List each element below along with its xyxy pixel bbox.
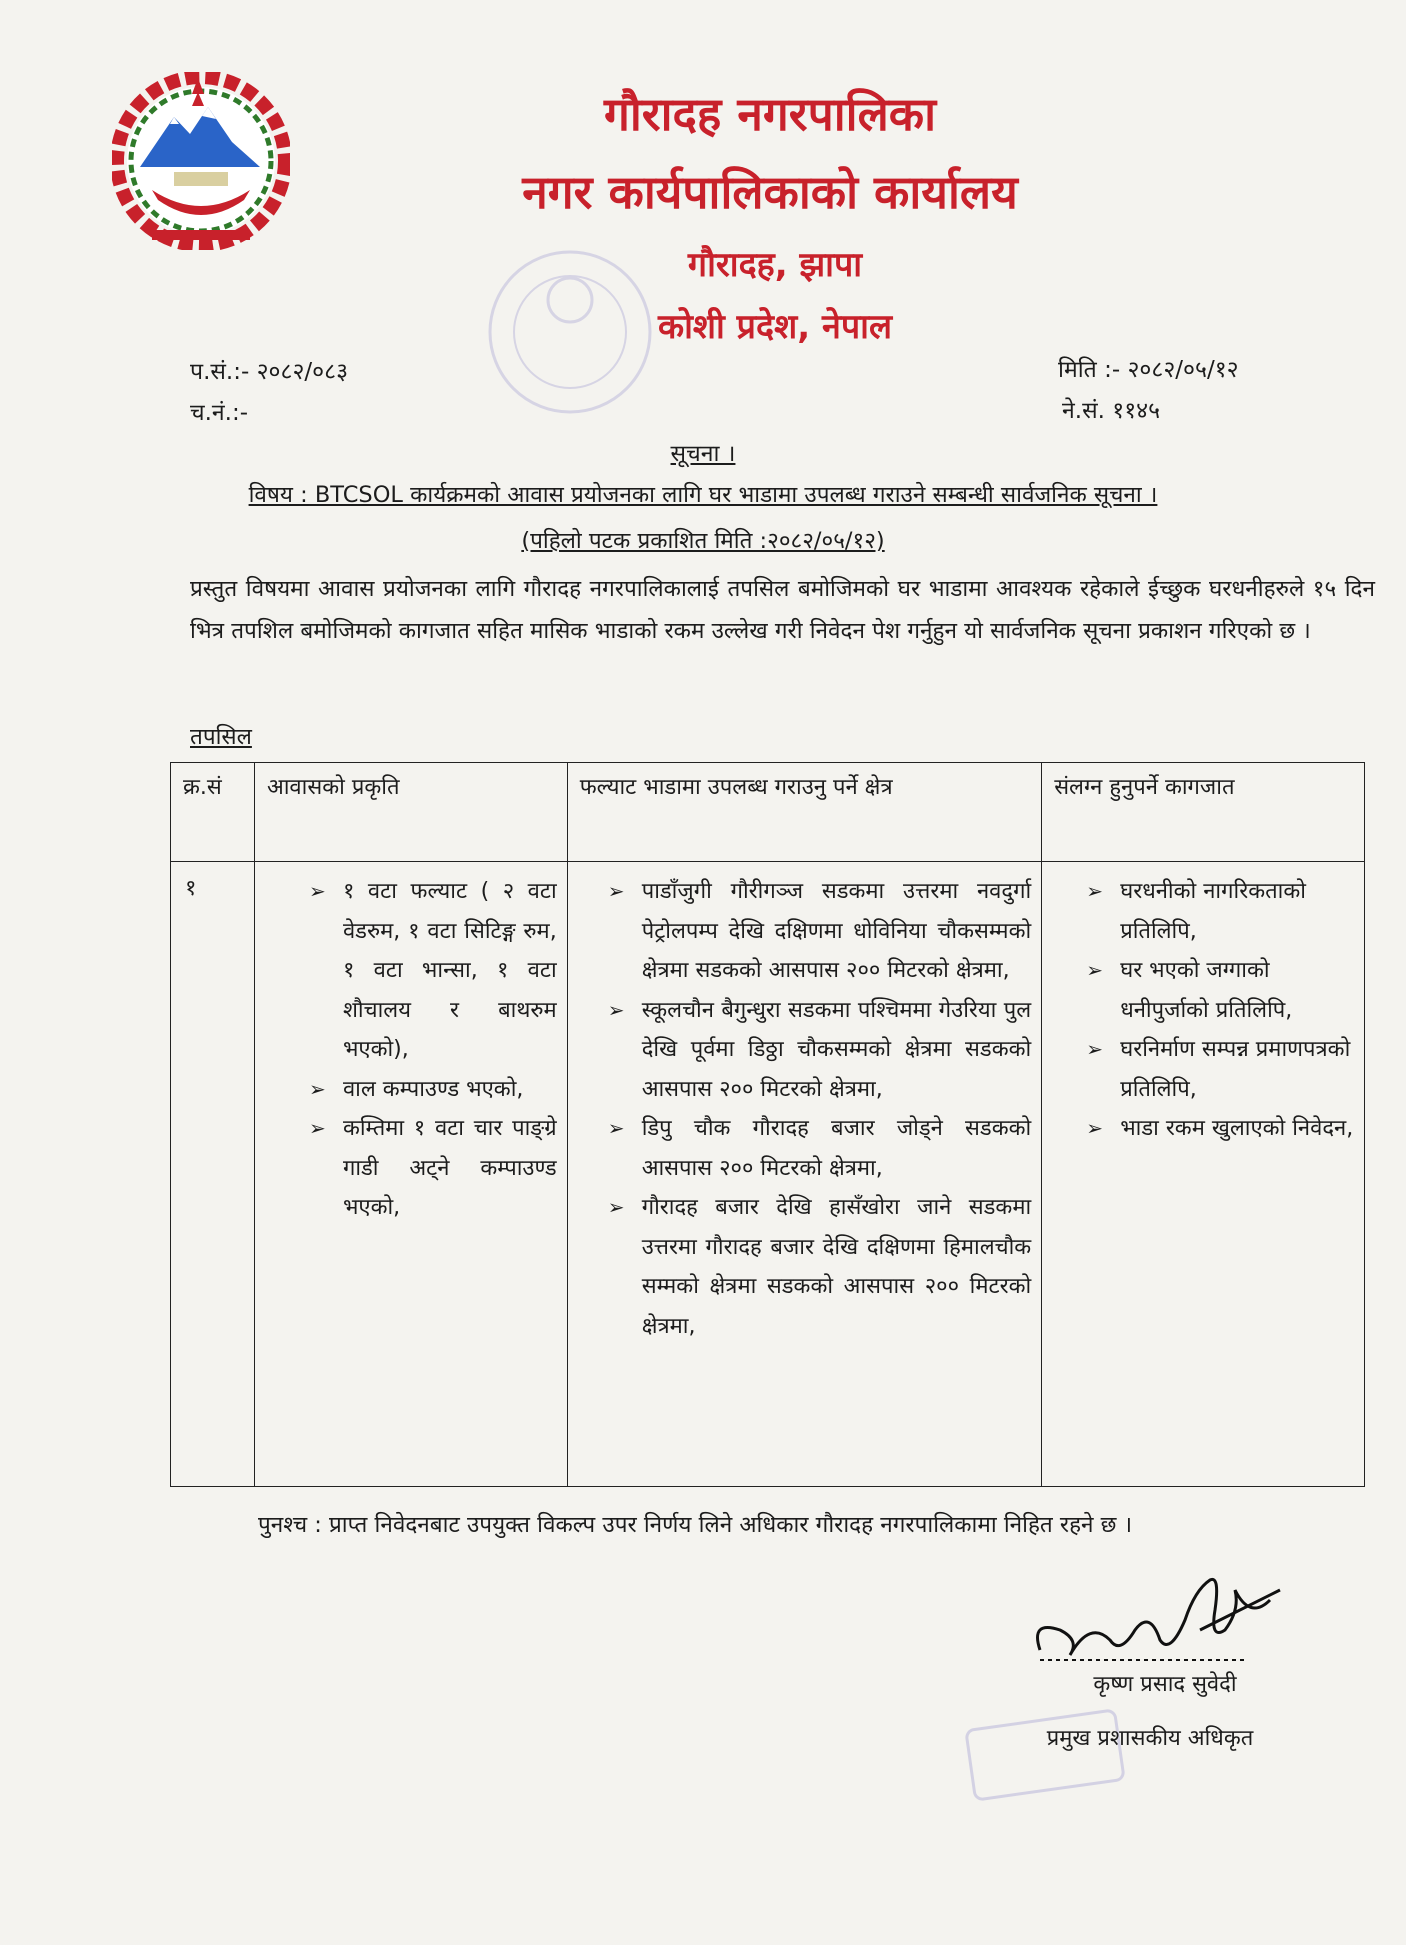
bullet-arrow-icon: ➢ [607, 1195, 625, 1219]
nepal-government-emblem [112, 72, 290, 250]
nepal-sambat: ने.सं. ११४५ [1062, 398, 1161, 424]
list-item: ➢ १ वटा फल्याट ( २ वटा वेडरुम, १ वटा सिटिङ्ग रुम, १ वटा भान्सा, १ वटा शौचालय र बाथरुम भएको), [305, 872, 557, 1070]
header-documents: संलग्न हुनुपर्ने कागजात [1042, 763, 1365, 862]
list-item: ➢ पाडाँजुगी गौरीगञ्ज सडकमा उत्तरमा नवदुर्गा पेट्रोलपम्प देखि दक्षिणमा धोविनिया चौकसम्मको क्षेत्रमा सडकको आसपास २०० मिटरको क्षेत्रमा, [604, 872, 1031, 991]
bullet-arrow-icon: ➢ [607, 1116, 625, 1140]
signature [1020, 1560, 1300, 1680]
header-area: फल्याट भाडामा उपलब्ध गराउनु पर्ने क्षेत्र [567, 763, 1041, 862]
list-item: ➢ स्कूलचौन बैगुन्धुरा सडकमा पश्चिममा गेउरिया पुल देखि पूर्वमा डिठ्ठा चौकसम्मको क्षेत्रमा सडकको आसपास २०० मिटरको क्षेत्रमा, [604, 991, 1031, 1110]
bullet-arrow-icon: ➢ [308, 1076, 326, 1101]
list-item: ➢ वाल कम्पाउण्ड भएको, [305, 1070, 557, 1110]
header-sn: क्र.सं [171, 763, 255, 862]
bullet-arrow-icon: ➢ [308, 1116, 326, 1140]
signatory-designation: प्रमुख प्रशासकीय अधिकृत [1046, 1726, 1254, 1751]
list-item: ➢ गौरादह बजार देखि हासँखोरा जाने सडकमा उत्तरमा गौरादह बजार देखि दक्षिणमा हिमालचौक सम्मको क्षेत्रमा सडकको आसपास २०० मिटरको क्षेत्रमा, [604, 1188, 1031, 1346]
address-line-1: गौरादह, झापा [687, 245, 863, 285]
footnote: पुनश्च : प्राप्त निवेदनबाट उपयुक्त विकल्प उपर निर्णय लिने अधिकार गौरादह नगरपालिकामा निहित रहने छ । [258, 1512, 1133, 1538]
office-name: नगर कार्यपालिकाको कार्यालय [522, 165, 1018, 219]
header-nature: आवासको प्रकृति [254, 763, 567, 862]
list-item: ➢ घरधनीको नागरिकताको प्रतिलिपि, [1082, 872, 1354, 951]
bullet-arrow-icon: ➢ [1086, 958, 1103, 982]
notice-date: मिति :- २०८२/०५/१२ [1058, 357, 1239, 383]
signatory-name: कृष्ण प्रसाद सुवेदी [1093, 1672, 1237, 1697]
table-header-row [171, 763, 1365, 862]
bullet-arrow-icon: ➢ [607, 879, 625, 903]
notice-body: प्रस्तुत विषयमा आवास प्रयोजनका लागि गौरादह नगरपालिकालाई तपसिल बमोजिमको घर भाडामा आवश्यक रहेकाले ईच्छुक घरधनीहरुले १५ दिन भित्र तपशिल बमोजिमको कागजात सहित मासिक भाडाको रकम उल्लेख गरी निवेदन पेश गर्नुहुन यो सार्वजनिक सूचना प्रकाशन गरिएको छ । [190, 576, 1375, 644]
bullet-arrow-icon: ➢ [607, 997, 625, 1022]
bullet-arrow-icon: ➢ [1086, 879, 1103, 903]
signatory-stamp [960, 1700, 1130, 1810]
cell-sn: १ [171, 862, 255, 1487]
list-item: ➢ डिपु चौक गौरादह बजार जोड्ने सडकको आसपास २०० मिटरको क्षेत्रमा, [604, 1109, 1031, 1188]
notice-title: सूचना । [670, 441, 736, 467]
published-date: (पहिलो पटक प्रकाशित मिति :२०८२/०५/१२) [521, 528, 885, 554]
office-stamp [470, 240, 670, 425]
list-item: ➢ कम्तिमा १ वटा चार पाङ्ग्रे गाडी अट्ने कम्पाउण्ड भएको, [305, 1109, 557, 1228]
list-item: ➢ भाडा रकम खुलाएको निवेदन, [1082, 1109, 1354, 1149]
bullet-arrow-icon: ➢ [308, 879, 326, 903]
list-item: ➢ घर भएको जग्गाको धनीपुर्जाको प्रतिलिपि, [1082, 951, 1354, 1030]
cell-area [567, 862, 1041, 1487]
address-line-2: कोशी प्रदेश, नेपाल [658, 307, 892, 347]
bullet-arrow-icon: ➢ [1086, 1116, 1103, 1140]
tapasil-label: तपसिल [190, 724, 252, 750]
cell-nature [254, 862, 567, 1487]
notice-subject: विषय : BTCSOL कार्यक्रमको आवास प्रयोजनका लागि घर भाडामा उपलब्ध गराउने सम्बन्धी सार्वजनिक सूचना । [248, 482, 1158, 508]
list-item: ➢ घरनिर्माण सम्पन्न प्रमाणपत्रको प्रतिलिपि, [1082, 1030, 1354, 1109]
table-row [171, 862, 1365, 1487]
cell-documents [1042, 862, 1365, 1487]
bullet-arrow-icon: ➢ [1086, 1037, 1103, 1061]
chalani-number: च.नं.:- [190, 400, 249, 426]
details-table [170, 762, 1365, 1487]
patra-sankhya: प.सं.:- २०८२/०८३ [190, 359, 349, 385]
org-name: गौरादह नगरपालिका [603, 87, 937, 141]
